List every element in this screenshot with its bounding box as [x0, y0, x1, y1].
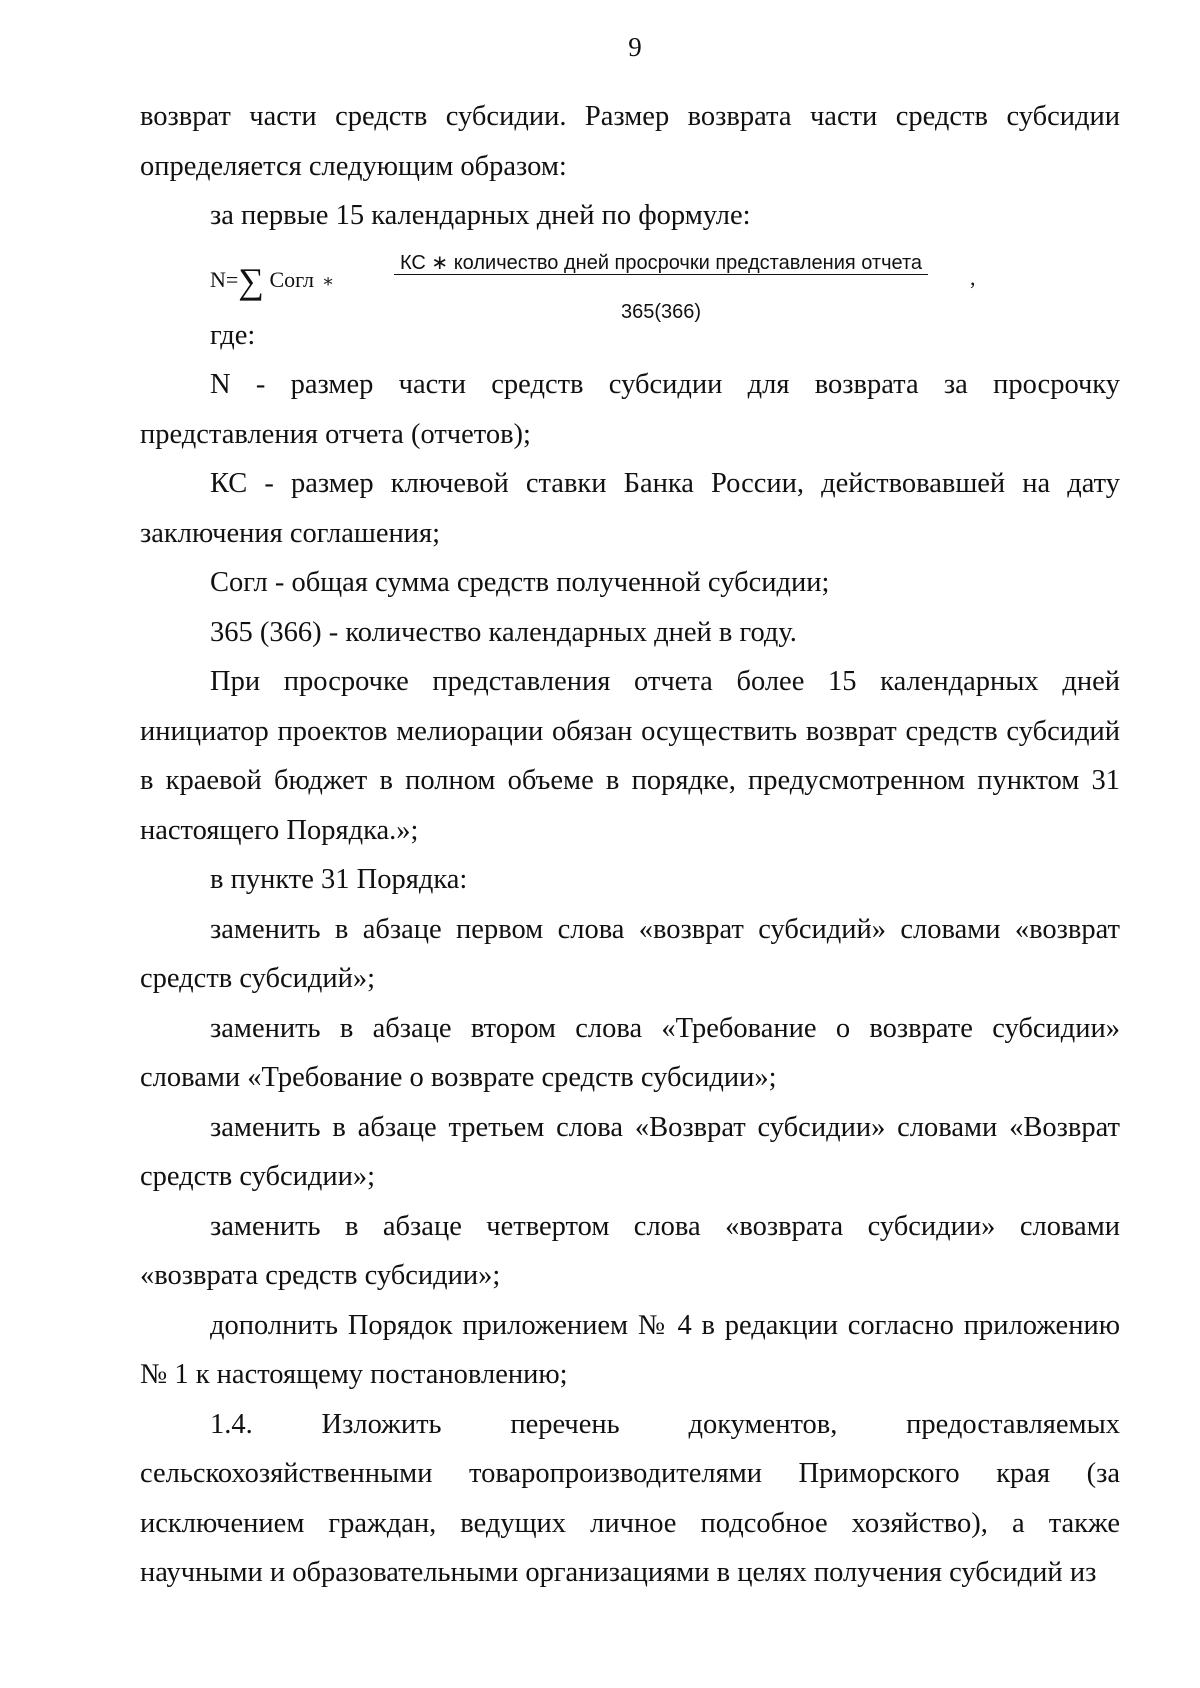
- document-body: [140, 92, 1120, 1598]
- paragraph-replace-second: заменить в абзаце втором слова «Требование о возврате субсидии» словами «Требование о возврате средств субсидии»;: [140, 1012, 1120, 1093]
- paragraph-where: где:: [210, 319, 256, 351]
- page-number: 9: [628, 32, 642, 62]
- formula-comma: ,: [970, 264, 976, 290]
- formula-numerator: КС ∗ количество дней просрочки представления отчета: [394, 252, 928, 275]
- multiply-symbol: ∗: [322, 270, 335, 291]
- paragraph-1-4: 1.4. Изложить перечень документов, предоставляемых сельскохозяйственными товаропроизводителями Приморского края (за исключением граждан, ведущих личное подсобное хозяйство), а также научными и образовательными организациями в целях получения субсидий из: [140, 1408, 1120, 1588]
- definition-days: 365 (366) - количество календарных дней в году.: [210, 616, 797, 648]
- paragraph-intro: возврат части средств субсидии. Размер возврата части средств субсидии определяется следующим образом:: [140, 101, 1120, 182]
- formula-fraction: [358, 237, 964, 336]
- paragraph-replace-first: заменить в абзаце первом слова «возврат субсидий» словами «возврат средств субсидий»;: [140, 913, 1120, 994]
- paragraph-append-annex: дополнить Порядок приложением № 4 в редакции согласно приложению № 1 к настоящему постановлению;: [140, 1309, 1120, 1390]
- paragraph-late-submission: При просрочке представления отчета более 15 календарных дней инициатор проектов мелиорации обязан осуществить возврат средств субсидий в краевой бюджет в полном объеме в порядке, предусмотренном пунктом 31 настоящего Порядка.»;: [140, 666, 1120, 846]
- formula-sogl: Согл: [269, 266, 315, 292]
- paragraph-replace-third: заменить в абзаце третьем слова «Возврат субсидии» словами «Возврат средств субсидии»;: [140, 1111, 1120, 1192]
- definition-sogl: Согл - общая сумма средств полученной субсидии;: [210, 567, 830, 598]
- paragraph-point-31: в пункте 31 Порядка:: [210, 864, 468, 895]
- formula: [140, 241, 1120, 323]
- sigma-symbol: ∑: [238, 260, 264, 301]
- formula-denominator: 365(366): [620, 301, 702, 323]
- paragraph-replace-fourth: заменить в абзаце четвертом слова «возврата субсидии» словами «возврата средств субсидии»;: [140, 1210, 1120, 1291]
- definition-ks: КС - размер ключевой ставки Банка России, действовавшей на дату заключения соглашения;: [140, 468, 1120, 549]
- paragraph-first-15-days: за первые 15 календарных дней по формуле:: [210, 200, 751, 231]
- formula-lhs: [210, 255, 342, 307]
- definition-n: N - размер части средств субсидии для возврата за просрочку представления отчета (отчетов);: [140, 369, 1120, 450]
- formula-n: N=: [210, 266, 239, 292]
